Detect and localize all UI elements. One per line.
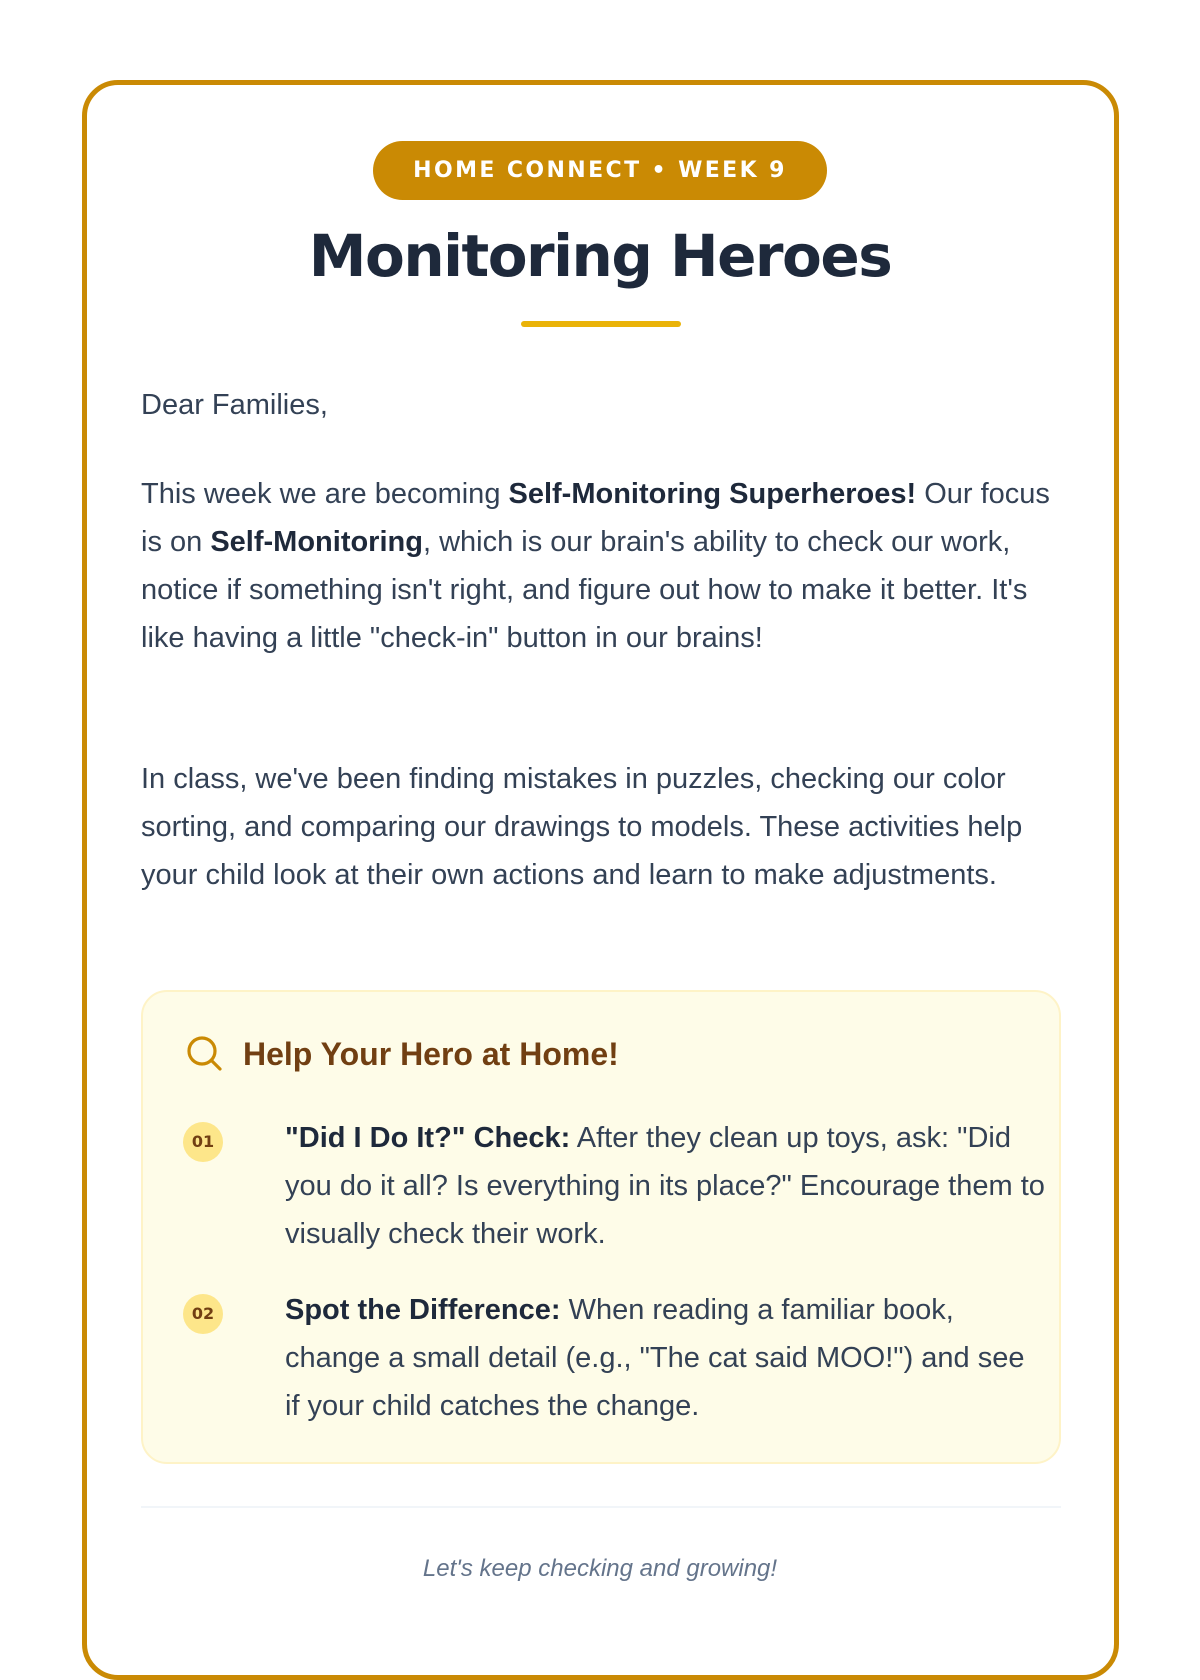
tip-text: Spot the Difference: When reading a familiar book, change a small detail (e.g., "The cat said MOO!") and see if your child catches the change. (285, 1294, 1025, 1422)
closing-line: Let's keep checking and growing! (422, 1555, 778, 1582)
tips-title: Help Your Hero at Home! (243, 1035, 619, 1072)
tip-text: "Did I Do It?" Check: After they clean up toys, ask: "Did you do it all? Is everything in its place?" Encourage them to visually check their work. (285, 1122, 1045, 1250)
tip-label: "Did I Do It?" Check: (285, 1122, 571, 1154)
title-underline (521, 321, 681, 327)
tip-number-badge: 02 (183, 1294, 223, 1334)
bold-self-monitoring: Self-Monitoring (210, 526, 423, 558)
search-icon (185, 1034, 225, 1074)
greeting: Dear Families, (141, 389, 328, 421)
week-badge: HOME CONNECT • WEEK 9 (373, 141, 827, 200)
class-activities-paragraph: In class, we've been finding mistakes in puzzles, checking our color sorting, and comparing our drawings to models. These activities help your child look at their own actions and learn to make adjustments. (141, 763, 1023, 891)
tip-number-badge: 01 (183, 1122, 223, 1162)
tips-header (185, 1030, 619, 1078)
bold-superheroes: Self-Monitoring Superheroes! (508, 478, 917, 510)
intro-paragraph: This week we are becoming Self-Monitoring Superheroes! Our focus is on Self-Monitoring, which is our brain's ability to check our work, notice if something isn't right, and figure out how to make it better. It's like having a little "check-in" button in our brains! (141, 478, 1050, 654)
footer-divider (141, 1506, 1061, 1508)
home-tips-box (141, 990, 1061, 1464)
tip-label: Spot the Difference: (285, 1294, 561, 1326)
page-title: Monitoring Heroes (308, 222, 892, 290)
badge-container (0, 141, 1200, 200)
